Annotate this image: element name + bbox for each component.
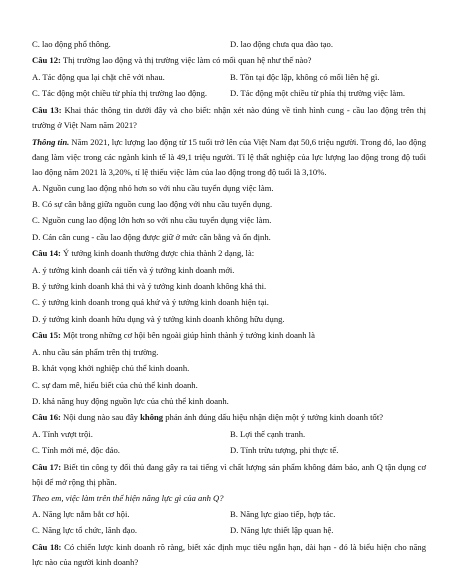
option-b: B. Có sự cân bằng giữa nguồn cung lao động với nhu cầu tuyển dụng.: [32, 199, 273, 210]
option-d: D. Năng lực thiết lập quan hệ.: [230, 525, 334, 536]
answer-row: [32, 522, 426, 538]
question-text: Biết tin công ty đối thủ đang gây ra tai tiếng vì chất lượng sản phẩm không đảm bảo, anh Q tận dụng cơ hội để mở rộng thị phần.: [32, 461, 426, 487]
answer-row: [32, 69, 426, 85]
question-number: Câu 14:: [32, 248, 61, 259]
option-b: B. ý tưởng kinh doanh khả thi và ý tưởng kinh doanh không khả thi.: [32, 281, 267, 292]
question-number: Câu 15:: [32, 330, 61, 341]
option-a: A. Tính vượt trội.: [32, 428, 93, 439]
question-text: Ý tưởng kinh doanh thường được chia thành 2 dạng, là:: [60, 248, 255, 259]
question-13: [32, 103, 426, 133]
option-c: C. Năng lực tổ chức, lãnh đạo.: [32, 525, 138, 536]
answer-row: [32, 36, 426, 52]
question-prompt: Theo em, việc làm trên thể hiện năng lực gì của anh Q?: [32, 492, 224, 503]
question-text: Thị trường lao động và thị trường việc làm có mối quan hệ như thế nào?: [60, 55, 312, 66]
option-c: C. ý tưởng kinh doanh trong quá khứ và ý tưởng kinh doanh hiện tại.: [32, 297, 269, 308]
option-d: D. lao động chưa qua đào tạo.: [230, 39, 333, 49]
option-d: D. Tính trừu tượng, phi thực tế.: [230, 445, 339, 456]
question-12: [32, 52, 426, 68]
question-number: Câu 16:: [32, 412, 61, 423]
info-text: Năm 2021, lực lượng lao động từ 15 tuổi trở lên của Việt Nam đạt 50,6 triệu người. Trong đó, lao động đang làm việc trong các ngành kinh tế là 49,1 triệu người. Tỉ lệ thất nghiệp của lực lượng lao động trong độ tuổi lao động năm 2021 là 3,20%, tỉ lệ thiếu việc làm của lao động trong độ tuổi là 3,10%.: [32, 136, 426, 177]
question-number: Câu 13:: [32, 104, 62, 115]
question-14: [32, 245, 426, 261]
option-b: B. Năng lực giao tiếp, hợp tác.: [230, 508, 336, 519]
option-b: B. Tồn tại độc lập, không có mối liên hệ gì.: [230, 71, 380, 82]
option-a: A. nhu cầu sản phẩm trên thị trường.: [32, 346, 159, 357]
question-18: [32, 540, 426, 570]
question-15: [32, 327, 426, 343]
option-c: C. Tác động một chiều từ phía thị trường lao động.: [32, 88, 208, 99]
question-number: Câu 17:: [32, 461, 62, 472]
option-d: D. Cán cân cung - cầu lao động được giữ ở mức cân bằng và ổn định.: [32, 231, 271, 242]
question-text-end: phản ánh đúng dấu hiệu nhận diện một ý tưởng kinh doanh tốt?: [163, 412, 384, 423]
option-b: B. Lợi thế cạnh tranh.: [230, 428, 306, 439]
option-d: D. ý tưởng kinh doanh hữu dụng và ý tưởng kinh doanh không hữu dụng.: [32, 313, 285, 324]
option-c: C. Nguồn cung lao động lớn hơn so với nhu cầu tuyển dụng việc làm.: [32, 215, 272, 226]
answer-row: [32, 506, 426, 522]
option-c: C. sự đam mê, hiểu biết của chủ thể kinh doanh.: [32, 379, 198, 390]
question-text: Khai thác thông tin dưới đây và cho biết: nhận xét nào đúng về tình hình cung - cầu lao động trên thị trường ở Việt Nam năm 2021?: [32, 104, 426, 130]
option-c: C. lao động phổ thông.: [32, 39, 111, 49]
question-text: Một trong những cơ hội bên ngoài giúp hình thành ý tưởng kinh doanh là: [60, 330, 315, 341]
question-17: [32, 460, 426, 490]
question-number: Câu 12:: [32, 55, 61, 66]
option-c: C. Tính mới mẻ, độc đáo.: [32, 445, 120, 456]
option-b: B. khát vọng khởi nghiệp chủ thể kinh doanh.: [32, 363, 190, 374]
question-number: Câu 18:: [32, 541, 62, 552]
answer-row: [32, 85, 426, 101]
option-a: A. Năng lực nắm bắt cơ hội.: [32, 508, 130, 519]
option-d: D. Tác động một chiều từ phía thị trường việc làm.: [230, 88, 406, 99]
answer-row: [32, 442, 426, 458]
question-16: [32, 409, 426, 425]
option-a: A. ý tưởng kinh doanh cải tiến và ý tưởng kinh doanh mới.: [32, 264, 235, 275]
question-text: Nội dung nào sau đây: [60, 412, 141, 423]
info-label: Thông tin.: [32, 136, 70, 147]
option-d: D. khả năng huy động nguồn lực của chủ thể kinh doanh.: [32, 395, 229, 406]
option-a: A. Nguồn cung lao động nhỏ hơn so với nhu cầu tuyển dụng việc làm.: [32, 182, 274, 193]
emphasis-not: không: [140, 412, 164, 423]
answer-row: [32, 426, 426, 442]
question-text: Có chiến lược kinh doanh rõ ràng, biết xác định mục tiêu ngắn hạn, dài hạn - đó là biểu hiện cho năng lực nào của người kinh doanh?: [32, 541, 427, 567]
option-a: A. Tác động qua lại chặt chẽ với nhau.: [32, 71, 165, 82]
info-paragraph: [32, 135, 426, 180]
